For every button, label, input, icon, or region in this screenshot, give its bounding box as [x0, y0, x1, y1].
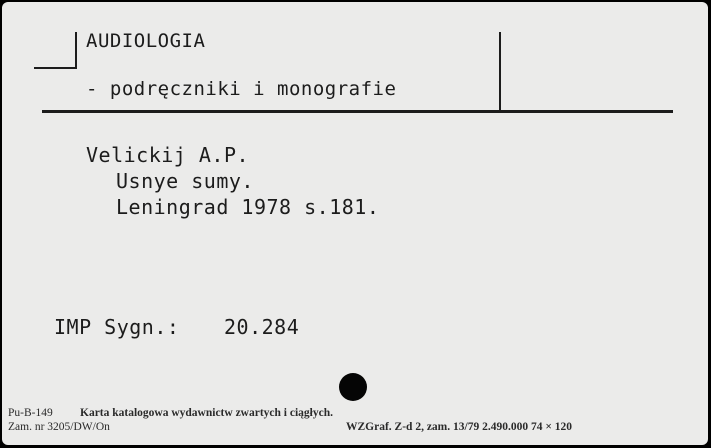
- subject-subdivision: - podręczniki i monografie: [86, 78, 397, 100]
- header-rule: [42, 110, 673, 113]
- footer-form-code: Pu-B-149: [8, 407, 53, 419]
- left-vertical-rule: [75, 32, 77, 69]
- title-line: Usnye sumy.: [116, 169, 254, 193]
- footer-printer-info: [346, 421, 572, 433]
- subject-heading: AUDIOLOGIA: [86, 30, 206, 52]
- right-vertical-rule: [499, 32, 501, 110]
- punch-hole: [339, 373, 367, 401]
- signature-label: IMP Sygn.:: [54, 315, 180, 339]
- signature-value: 20.284: [224, 315, 300, 339]
- footer-order-number: Zam. nr 3205/DW/On: [8, 421, 110, 433]
- catalog-card: [2, 2, 708, 445]
- imprint-line: Leningrad 1978 s.181.: [116, 195, 380, 219]
- left-margin-tick: [34, 67, 76, 69]
- footer-printer-info-text: WZGraf. Z-d 2, zam. 13/79 2.490.000 74 × 120: [346, 421, 573, 433]
- footer-card-title: [80, 407, 333, 419]
- footer-card-title-text: Karta katalogowa wydawnictw zwartych i ciągłych.: [80, 407, 333, 419]
- author-line: Velickij A.P.: [86, 143, 250, 167]
